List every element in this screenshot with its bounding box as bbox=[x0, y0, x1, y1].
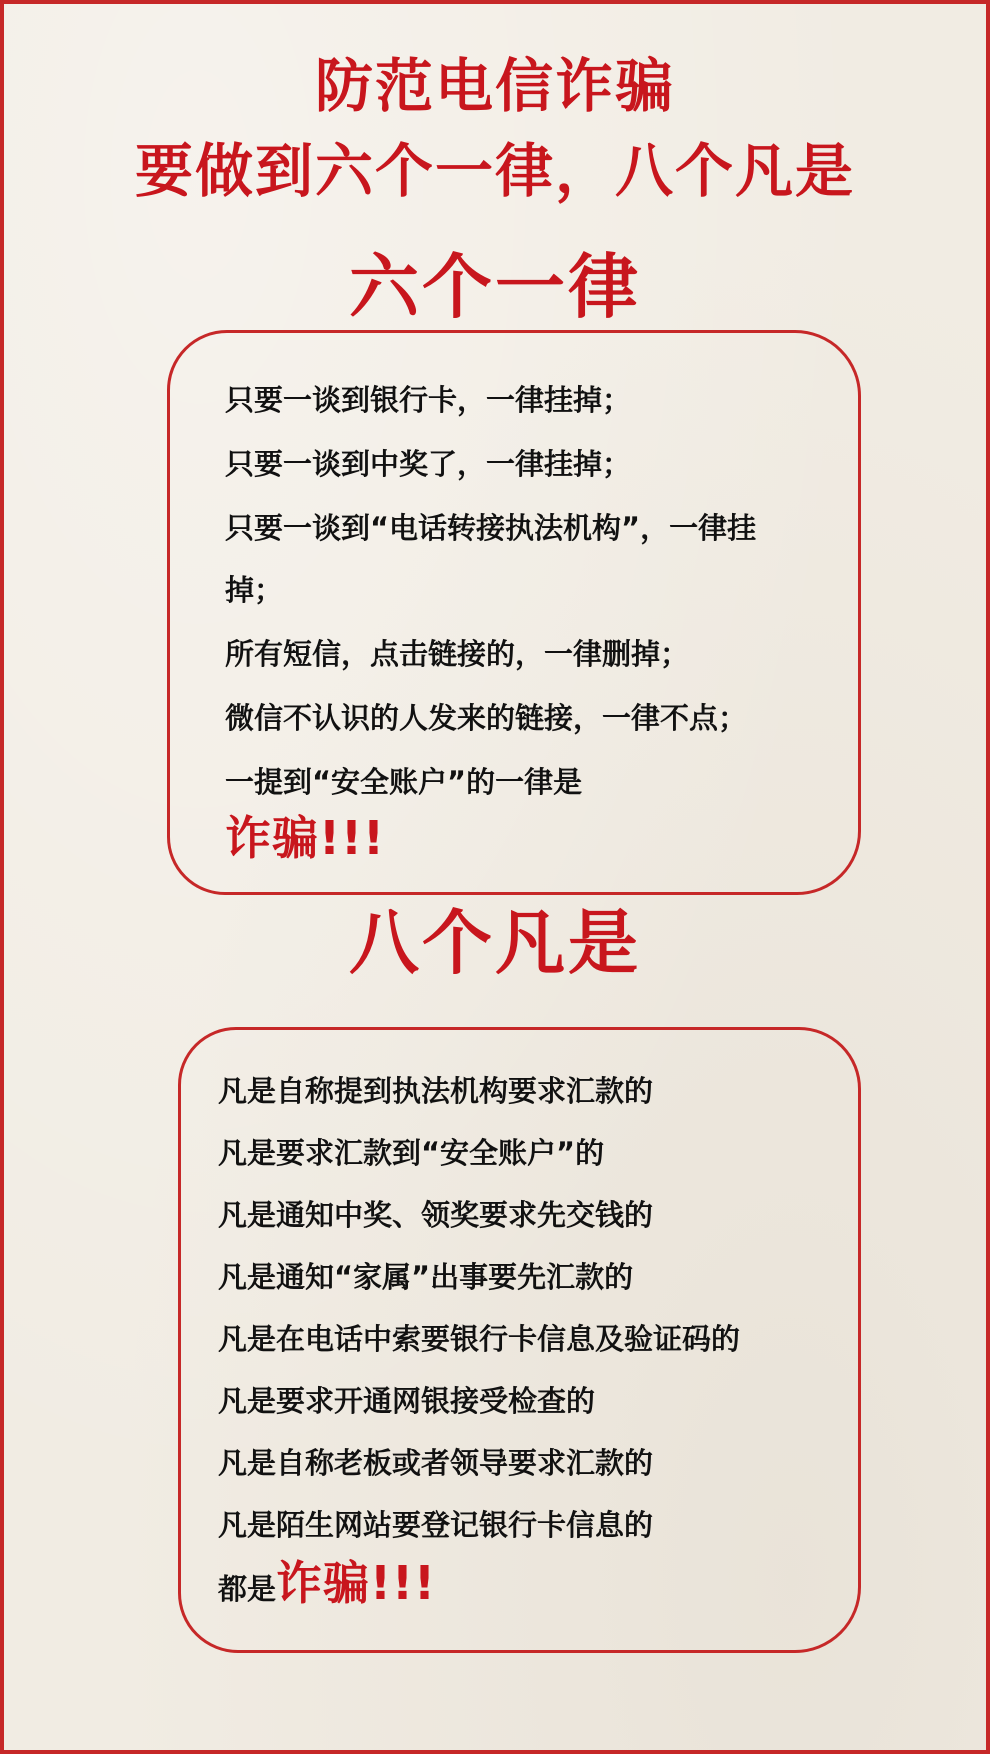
main-title-line-1: 防范电信诈骗 bbox=[314, 52, 675, 120]
eight-rules-conclusion bbox=[218, 1556, 436, 1610]
conclusion-prefix: 都是 bbox=[218, 1572, 277, 1606]
eight-rule-item: 凡是要求汇款到“安全账户”的 bbox=[218, 1136, 605, 1170]
six-rule-item: 只要一谈到银行卡，一律挂掉； bbox=[225, 383, 632, 417]
six-rule-item: 一提到“安全账户”的一律是 bbox=[225, 765, 583, 799]
eight-rule-item: 凡是要求开通网银接受检查的 bbox=[218, 1384, 596, 1418]
eight-rule-item: 凡是通知“家属”出事要先汇款的 bbox=[218, 1260, 634, 1294]
eight-rule-item: 凡是自称提到执法机构要求汇款的 bbox=[218, 1074, 654, 1108]
main-title-line-2: 要做到六个一律，八个凡是 bbox=[134, 137, 855, 205]
eight-rule-item: 凡是通知中奖、领奖要求先交钱的 bbox=[218, 1198, 654, 1232]
eight-rules-list bbox=[218, 1060, 838, 1556]
conclusion-fraud-text: 诈骗!!! bbox=[276, 1556, 436, 1610]
eight-rule-item: 凡是陌生网站要登记银行卡信息的 bbox=[218, 1508, 654, 1542]
six-rule-item-continuation: 掉； bbox=[225, 573, 284, 607]
six-rule-item: 只要一谈到“电话转接执法机构”，一律挂 bbox=[225, 511, 757, 545]
six-rules-conclusion: 诈骗!!! bbox=[225, 811, 385, 865]
six-rule-item: 微信不认识的人发来的链接，一律不点； bbox=[225, 701, 748, 735]
eight-rule-item: 凡是在电话中索要银行卡信息及验证码的 bbox=[218, 1322, 741, 1356]
six-rules-list bbox=[225, 368, 825, 814]
eight-rule-item: 凡是自称老板或者领导要求汇款的 bbox=[218, 1446, 654, 1480]
six-rules-heading: 六个一律 bbox=[349, 246, 641, 328]
six-rule-item: 所有短信，点击链接的，一律删掉； bbox=[225, 637, 690, 671]
eight-rules-heading: 八个凡是 bbox=[349, 902, 641, 984]
six-rule-item: 只要一谈到中奖了，一律挂掉； bbox=[225, 447, 632, 481]
